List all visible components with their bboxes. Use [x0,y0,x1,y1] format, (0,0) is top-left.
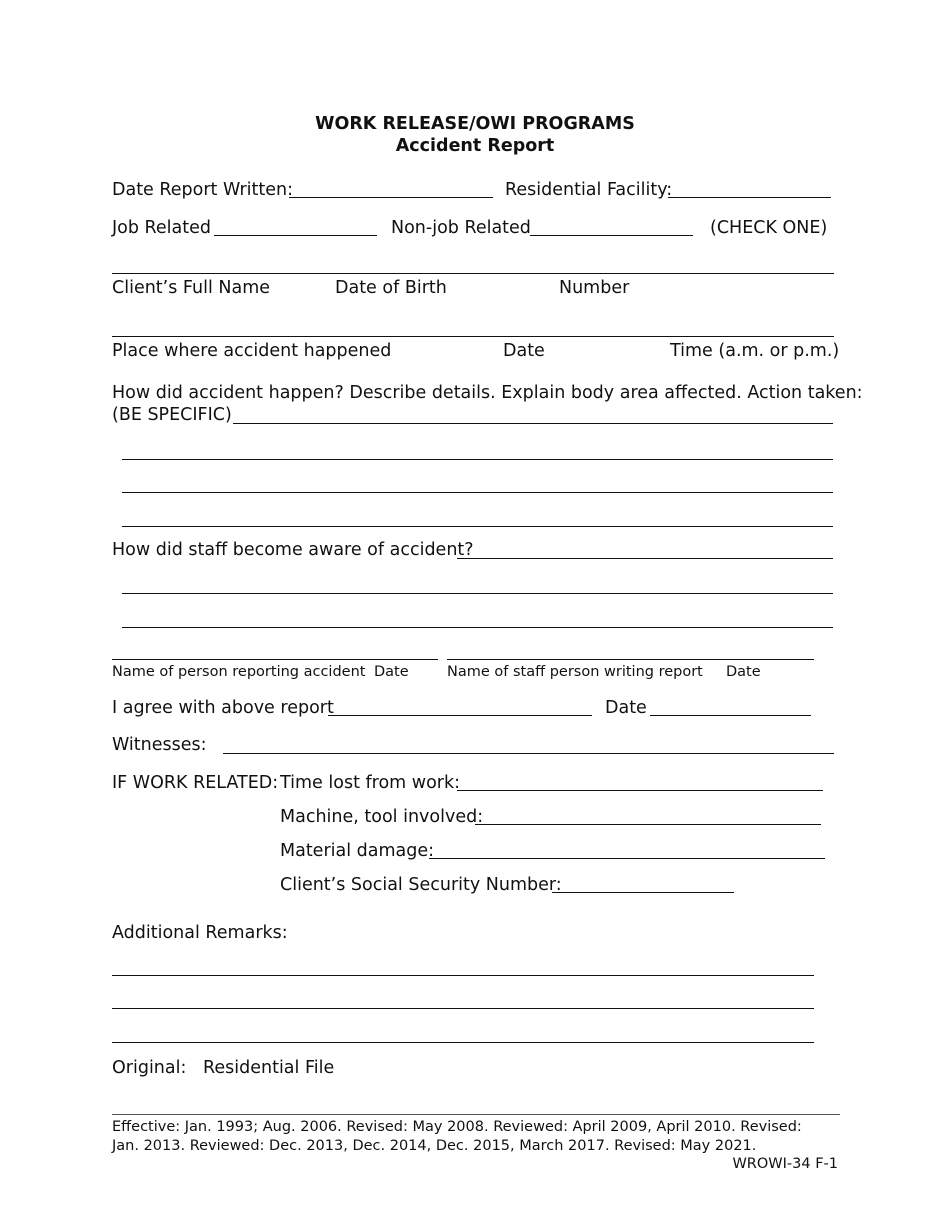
date-of-birth-label: Date of Birth [335,278,447,298]
place-info-field[interactable] [112,336,834,337]
reporter-name-label: Name of person reporting accident [112,664,366,680]
agree-label: I agree with above report [112,698,334,718]
staff-aware-field[interactable] [457,558,833,559]
additional-remarks-label: Additional Remarks: [112,923,288,943]
how-happened-line[interactable] [122,492,833,493]
staff-aware-line[interactable] [122,593,833,594]
client-full-name-label: Client’s Full Name [112,278,271,298]
reporter-date-label: Date [374,664,409,680]
residential-facility-field[interactable] [668,197,831,198]
be-specific-label: (BE SPECIFIC) [112,405,232,425]
residential-facility-label: Residential Facility: [505,180,673,200]
original-label: Original: [112,1058,187,1078]
how-happened-line[interactable] [122,459,833,460]
ssn-label: Client’s Social Security Number: [280,875,562,895]
staff-date-label: Date [726,664,761,680]
ssn-field[interactable] [552,892,734,893]
remarks-line[interactable] [112,1042,814,1043]
work-related-heading: IF WORK RELATED: [112,773,279,793]
date-written-field[interactable] [289,197,493,198]
place-label: Place where accident happened [112,341,392,361]
number-label: Number [559,278,630,298]
non-job-related-label: Non-job Related [391,218,531,238]
agree-date-label: Date [605,698,647,718]
staff-signature-field[interactable] [447,659,814,660]
original-value: Residential File [203,1058,335,1078]
remarks-line[interactable] [112,1008,814,1009]
form-code: WROWI-34 F-1 [732,1156,838,1172]
time-label: Time (a.m. or p.m.) [670,341,840,361]
job-related-field[interactable] [214,235,377,236]
form-subtitle: Accident Report [395,136,555,156]
how-happened-field[interactable] [233,423,833,424]
staff-aware-question: How did staff become aware of accident? [112,540,474,560]
date-written-label: Date Report Written: [112,180,294,200]
how-happened-question: How did accident happen? Describe details. Explain body area affected. Action taken: [112,383,863,403]
reporter-signature-field[interactable] [112,659,438,660]
check-one-note: (CHECK ONE) [710,218,828,238]
agree-signature-field[interactable] [328,715,592,716]
material-damage-field[interactable] [429,858,825,859]
material-damage-label: Material damage: [280,841,435,861]
staff-aware-line[interactable] [122,627,833,628]
remarks-line[interactable] [112,975,814,976]
witnesses-field[interactable] [223,753,834,754]
form-title: WORK RELEASE/OWI PROGRAMS [315,114,635,134]
agree-date-field[interactable] [650,715,811,716]
non-job-related-field[interactable] [530,235,693,236]
witnesses-label: Witnesses: [112,735,207,755]
client-info-field[interactable] [112,273,834,274]
place-date-label: Date [503,341,545,361]
footer-divider [112,1114,840,1115]
job-related-label: Job Related [112,218,212,238]
time-lost-label: Time lost from work: [280,773,461,793]
revision-history: Effective: Jan. 1993; Aug. 2006. Revised: May 2008. Reviewed: April 2009, April 2010. Revised: Jan. 2013. Reviewed: Dec. 2013, Dec. 2014, Dec. 2015, March 2017. Revised: May 2021. [112,1119,802,1154]
how-happened-line[interactable] [122,526,833,527]
time-lost-field[interactable] [457,790,823,791]
staff-name-label: Name of staff person writing report [447,664,703,680]
machine-field[interactable] [475,824,821,825]
machine-label: Machine, tool involved: [280,807,484,827]
